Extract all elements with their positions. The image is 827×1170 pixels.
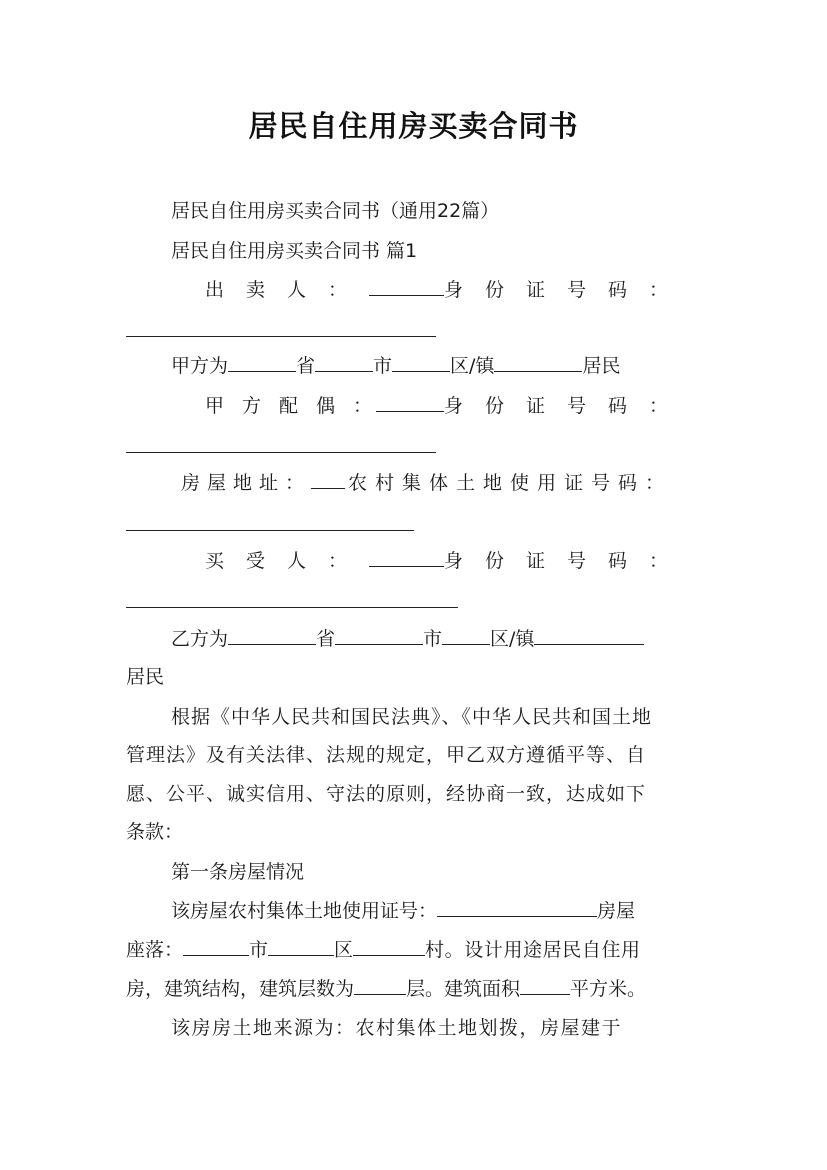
basis-line-4: 条款：: [126, 821, 184, 843]
article-1-line-2: 座落： 市 区 村。设计用途居民自住用: [126, 939, 641, 961]
party-a-province-blank: [228, 353, 296, 372]
article-1-line-1: 该房屋农村集体土地使用证号： 房屋: [171, 900, 636, 922]
floors-blank: [354, 976, 406, 995]
house-address-line: [181, 470, 691, 496]
party-a-resident-blank: [494, 353, 582, 372]
buyer-id-blank: [126, 607, 458, 608]
spouse-name-blank: [376, 393, 444, 412]
party-a-line: 甲方为 省 市 区/镇 居民: [171, 355, 621, 377]
subtitle: 居民自住用房买卖合同书（通用22篇）: [171, 200, 500, 222]
document-title: 居民自住用房买卖合同书: [248, 109, 579, 143]
land-cert-blank: [126, 530, 414, 531]
piece-heading: 居民自住用房买卖合同书 篇1: [171, 240, 418, 262]
location-blank-3: [353, 937, 425, 956]
spouse-label: 甲方配偶：: [205, 395, 391, 417]
party-a-district-blank: [392, 353, 450, 372]
basis-line-3: 愿、公平、诚实信用、守法的原则，经协商一致，达成如下: [126, 783, 647, 805]
party-b-line: 乙方为 省 市 区/镇: [171, 626, 706, 652]
house-address-blank: [311, 470, 345, 489]
spouse-line: [205, 393, 690, 419]
party-b-province-blank: [228, 626, 316, 645]
party-b-resident: 居民: [126, 666, 165, 688]
seller-name-blank: [369, 277, 444, 296]
basis-line-1: 根据《中华人民共和国民法典》、《中华人民共和国土地: [171, 706, 653, 728]
land-cert-label: 农村集体土地使用证号码：: [348, 472, 673, 494]
party-b-resident-blank: [534, 626, 644, 645]
party-b-district-blank: [442, 626, 490, 645]
seller-label: 出卖人：: [205, 279, 370, 301]
location-blank-1: [183, 937, 249, 956]
article-1-line-4: 该房房土地来源为：农村集体土地划拨，房屋建于: [171, 1017, 623, 1039]
area-blank: [520, 976, 570, 995]
seller-id-label: 身份证号码：: [443, 279, 690, 301]
party-b-city-blank: [335, 626, 423, 645]
article-1-title: 第一条房屋情况: [171, 861, 305, 883]
land-cert-number-blank: [437, 898, 597, 917]
location-blank-2: [268, 937, 334, 956]
buyer-line: [205, 548, 690, 574]
basis-line-2: 管理法》及有关法律、法规的规定，甲乙双方遵循平等、自: [126, 744, 647, 766]
buyer-label: 买受人：: [205, 550, 370, 572]
seller-id-blank: [126, 336, 436, 337]
spouse-id-label: 身份证号码：: [443, 395, 690, 417]
party-a-city-blank: [315, 353, 373, 372]
spouse-id-blank: [126, 452, 436, 453]
seller-line: [205, 277, 690, 303]
buyer-name-blank: [369, 548, 444, 567]
buyer-id-label: 身份证号码：: [443, 550, 690, 572]
article-1-line-3: 房，建筑结构，建筑层数为 层。建筑面积 平方米。: [126, 978, 647, 1000]
house-address-label: 房屋地址：: [181, 472, 312, 494]
